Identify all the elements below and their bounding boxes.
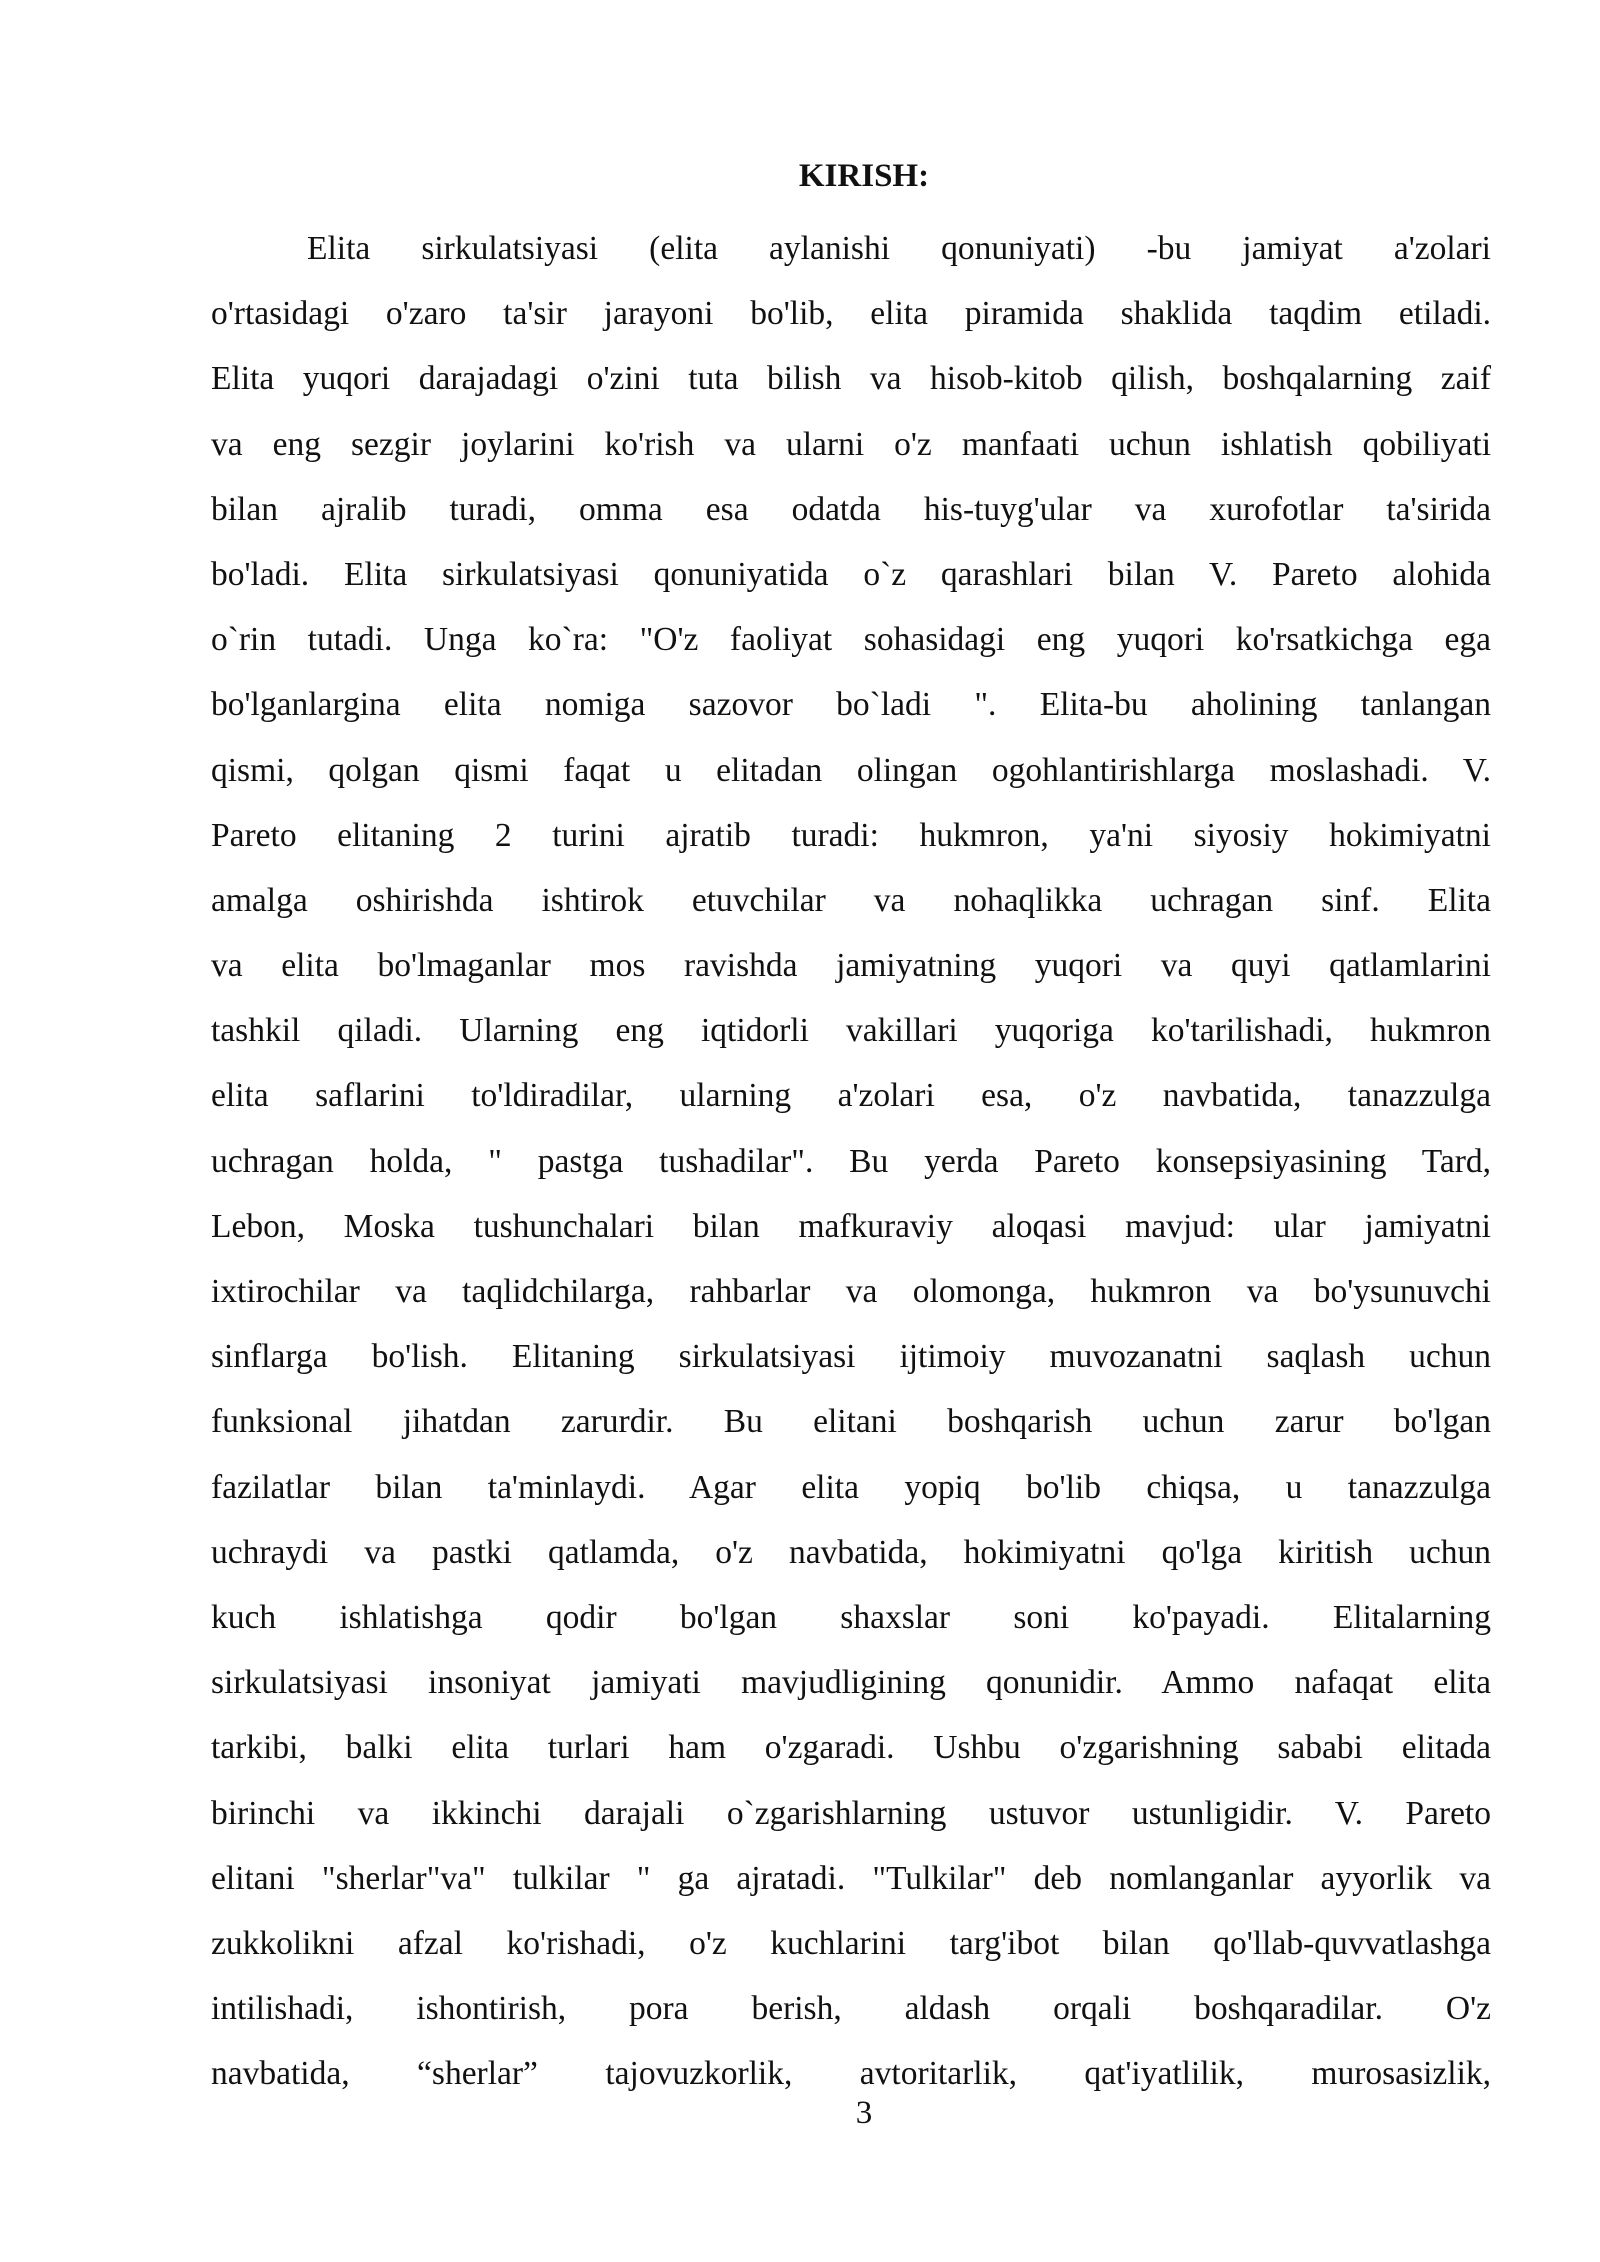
text-line: sinflarga bo'lish. Elitaning sirkulatsiyasi ijtimoiy muvozanatni saqlash uchun: [211, 1338, 1491, 1376]
text-line: va elita bo'lmaganlar mos ravishda jamiyatning yuqori va quyi qatlamlarini: [211, 947, 1491, 985]
text-line: zukkolikni afzal ko'rishadi, o'z kuchlarini targ'ibot bilan qo'llab-quvvatlashga: [211, 1924, 1491, 1962]
text-line: bo'lganlargina elita nomiga sazovor bo`ladi ". Elita-bu aholining tanlangan: [211, 686, 1491, 724]
text-line: Pareto elitaning 2 turini ajratib turadi: hukmron, ya'ni siyosiy hokimiyatni: [211, 816, 1491, 854]
text-line: tarkibi, balki elita turlari ham o'zgaradi. Ushbu o'zgarishning sababi elitada: [211, 1729, 1491, 1767]
text-line: elita saflarini to'ldiradilar, ularning a'zolari esa, o'z navbatida, tanazzulga: [211, 1077, 1491, 1115]
text-line: elitani "sherlar"va" tulkilar " ga ajratadi. "Tulkilar" deb nomlanganlar ayyorlik va: [211, 1859, 1491, 1897]
text-line: bilan ajralib turadi, omma esa odatda his-tuyg'ular va xurofotlar ta'sirida: [211, 490, 1491, 528]
text-line: navbatida, “sherlar” tajovuzkorlik, avtoritarlik, qat'iyatlilik, murosasizlik,: [211, 2055, 1491, 2093]
text-line: intilishadi, ishontirish, pora berish, aldash orqali boshqaradilar. O'z: [211, 1990, 1491, 2028]
body-paragraph: [211, 216, 1491, 2106]
text-line: o`rin tutadi. Unga ko`ra: "O'z faoliyat sohasidagi eng yuqori ko'rsatkichga ega: [211, 621, 1491, 659]
text-line: Elita sirkulatsiyasi (elita aylanishi qonuniyati) -bu jamiyat a'zolari: [307, 230, 1491, 267]
text-line: Elita yuqori darajadagi o'zini tuta bilish va hisob-kitob qilish, boshqalarning zaif: [211, 360, 1491, 398]
text-line: kuch ishlatishga qodir bo'lgan shaxslar soni ko'payadi. Elitalarning: [211, 1598, 1491, 1636]
page-number: 3: [855, 2095, 873, 2131]
text-line: o'rtasidagi o'zaro ta'sir jarayoni bo'lib, elita piramida shaklida taqdim etiladi.: [211, 295, 1491, 333]
text-line: Lebon, Moska tushunchalari bilan mafkuraviy aloqasi mavjud: ular jamiyatni: [211, 1207, 1491, 1245]
text-line: sirkulatsiyasi insoniyat jamiyati mavjudligining qonunidir. Ammo nafaqat elita: [211, 1664, 1491, 1702]
text-line: fazilatlar bilan ta'minlaydi. Agar elita yopiq bo'lib chiqsa, u tanazzulga: [211, 1468, 1491, 1506]
page-heading: KIRISH:: [798, 158, 930, 194]
text-line: funksional jihatdan zarurdir. Bu elitani boshqarish uchun zarur bo'lgan: [211, 1403, 1491, 1441]
text-line: bo'ladi. Elita sirkulatsiyasi qonuniyatida o`z qarashlari bilan V. Pareto alohida: [211, 555, 1491, 593]
text-line: ixtirochilar va taqlidchilarga, rahbarlar va olomonga, hukmron va bo'ysunuvchi: [211, 1273, 1491, 1310]
text-line: birinchi va ikkinchi darajali o`zgarishlarning ustuvor ustunligidir. V. Pareto: [211, 1794, 1491, 1832]
text-line: amalga oshirishda ishtirok etuvchilar va nohaqlikka uchragan sinf. Elita: [211, 881, 1491, 919]
text-line: va eng sezgir joylarini ko'rish va ularni o'z manfaati uchun ishlatish qobiliyati: [211, 425, 1491, 463]
text-line: qismi, qolgan qismi faqat u elitadan olingan ogohlantirishlarga moslashadi. V.: [211, 751, 1491, 789]
text-line: uchragan holda, " pastga tushadilar". Bu yerda Pareto konsepsiyasining Tard,: [211, 1142, 1491, 1180]
text-line: uchraydi va pastki qatlamda, o'z navbatida, hokimiyatni qo'lga kiritish uchun: [211, 1533, 1491, 1571]
text-line: tashkil qiladi. Ularning eng iqtidorli vakillari yuqoriga ko'tarilishadi, hukmron: [211, 1012, 1491, 1050]
